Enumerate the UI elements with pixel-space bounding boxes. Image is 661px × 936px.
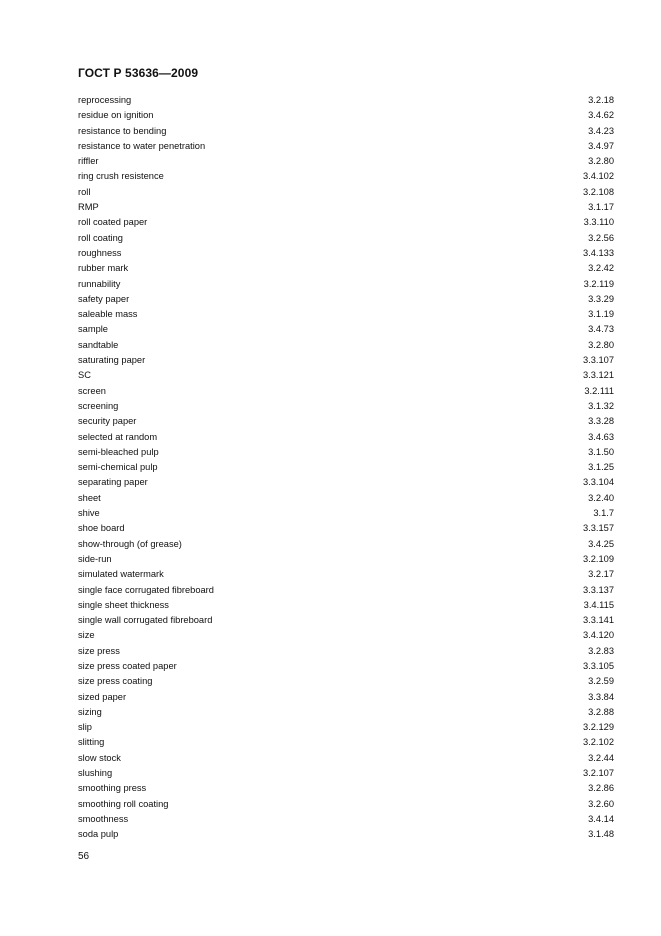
index-reference: 3.4.97 xyxy=(588,140,614,151)
index-entry xyxy=(78,506,614,521)
index-reference: 3.2.59 xyxy=(588,676,614,687)
index-reference: 3.2.17 xyxy=(588,569,614,580)
index-term: roughness xyxy=(78,247,122,258)
index-reference: 3.1.50 xyxy=(588,446,614,457)
index-term: saleable mass xyxy=(78,309,138,320)
index-entry xyxy=(78,246,614,261)
index-entry xyxy=(78,430,614,445)
index-term: runnability xyxy=(78,278,121,289)
index-term: slow stock xyxy=(78,752,121,763)
index-reference: 3.4.23 xyxy=(588,125,614,136)
index-reference: 3.2.60 xyxy=(588,798,614,809)
index-entry xyxy=(78,460,614,475)
index-term: semi-bleached pulp xyxy=(78,446,159,457)
index-reference: 3.4.102 xyxy=(582,171,614,182)
index-term: simulated watermark xyxy=(78,569,164,580)
index-entry xyxy=(78,124,614,139)
index-entry xyxy=(78,445,614,460)
index-term: safety paper xyxy=(78,293,130,304)
index-entry xyxy=(78,353,614,368)
index-reference: 3.4.14 xyxy=(588,813,614,824)
index-term: roll xyxy=(78,186,91,197)
index-reference: 3.4.63 xyxy=(588,431,614,442)
index-entry xyxy=(78,797,614,812)
term-index-list xyxy=(78,93,614,843)
index-reference: 3.4.62 xyxy=(588,110,614,121)
index-reference: 3.3.137 xyxy=(582,584,614,595)
index-term: separating paper xyxy=(78,477,148,488)
index-reference: 3.1.48 xyxy=(588,829,614,840)
index-entry xyxy=(78,751,614,766)
index-entry xyxy=(78,491,614,506)
index-term: sheet xyxy=(78,492,101,503)
index-reference: 3.2.80 xyxy=(588,339,614,350)
index-term: single sheet thickness xyxy=(78,599,169,610)
index-reference: 3.2.44 xyxy=(588,752,614,763)
index-entry xyxy=(78,292,614,307)
index-reference: 3.2.129 xyxy=(582,722,614,733)
index-entry xyxy=(78,169,614,184)
index-entry xyxy=(78,368,614,383)
document-header xyxy=(78,66,198,80)
index-entry xyxy=(78,322,614,337)
index-entry xyxy=(78,277,614,292)
index-term: semi-chemical pulp xyxy=(78,462,158,473)
index-reference: 3.2.109 xyxy=(582,553,614,564)
index-term: slip xyxy=(78,722,92,733)
index-term: soda pulp xyxy=(78,829,119,840)
index-term: security paper xyxy=(78,416,137,427)
index-reference: 3.2.86 xyxy=(588,783,614,794)
index-reference: 3.3.28 xyxy=(588,416,614,427)
index-entry xyxy=(78,613,614,628)
index-term: screening xyxy=(78,400,119,411)
index-term: smoothness xyxy=(78,813,129,824)
index-reference: 3.2.40 xyxy=(588,492,614,503)
index-reference: 3.3.110 xyxy=(583,217,614,228)
index-reference: 3.2.80 xyxy=(588,156,614,167)
index-reference: 3.3.105 xyxy=(582,660,614,671)
index-reference: 3.4.25 xyxy=(588,538,614,549)
index-term: resistance to water penetration xyxy=(78,140,206,151)
index-term: shive xyxy=(78,508,100,519)
index-term: size xyxy=(78,630,95,641)
index-reference: 3.1.32 xyxy=(588,400,614,411)
index-term: sizing xyxy=(78,706,102,717)
index-reference: 3.4.120 xyxy=(582,630,614,641)
index-entry xyxy=(78,93,614,108)
index-reference: 3.1.7 xyxy=(593,508,614,519)
index-term: RMP xyxy=(78,202,99,213)
index-term: slitting xyxy=(78,737,105,748)
index-reference: 3.4.133 xyxy=(582,247,614,258)
index-entry xyxy=(78,338,614,353)
index-reference: 3.3.84 xyxy=(588,691,614,702)
index-entry xyxy=(78,414,614,429)
index-term: sized paper xyxy=(78,691,127,702)
index-entry xyxy=(78,690,614,705)
index-reference: 3.2.42 xyxy=(588,263,614,274)
index-entry xyxy=(78,583,614,598)
index-reference: 3.2.107 xyxy=(582,768,614,779)
index-reference: 3.3.141 xyxy=(582,615,614,626)
index-term: size press coating xyxy=(78,676,153,687)
index-term: resistance to bending xyxy=(78,125,167,136)
index-reference: 3.1.19 xyxy=(588,309,614,320)
standard-title: ГОСТ Р 53636—2009 xyxy=(78,66,199,80)
index-reference: 3.3.157 xyxy=(582,523,614,534)
index-reference: 3.2.83 xyxy=(588,645,614,656)
index-term: side-run xyxy=(78,553,112,564)
page-number: 56 xyxy=(78,851,90,862)
index-entry xyxy=(78,521,614,536)
index-reference: 3.2.119 xyxy=(583,278,614,289)
index-entry xyxy=(78,674,614,689)
index-term: saturating paper xyxy=(78,355,146,366)
index-entry xyxy=(78,766,614,781)
index-entry xyxy=(78,705,614,720)
index-term: SC xyxy=(78,370,91,381)
index-entry xyxy=(78,644,614,659)
index-term: shoe board xyxy=(78,523,125,534)
index-term: rubber mark xyxy=(78,263,129,274)
index-reference: 3.3.107 xyxy=(582,355,614,366)
index-term: sandtable xyxy=(78,339,119,350)
index-entry xyxy=(78,567,614,582)
index-term: slushing xyxy=(78,768,113,779)
index-reference: 3.2.108 xyxy=(582,186,614,197)
index-term: size press coated paper xyxy=(78,660,177,671)
index-term: smoothing roll coating xyxy=(78,798,169,809)
index-reference: 3.2.56 xyxy=(588,232,614,243)
index-entry xyxy=(78,399,614,414)
index-entry xyxy=(78,475,614,490)
index-entry xyxy=(78,812,614,827)
index-term: roll coated paper xyxy=(78,217,148,228)
index-reference: 3.2.111 xyxy=(584,385,614,396)
index-term: residue on ignition xyxy=(78,110,154,121)
index-entry xyxy=(78,307,614,322)
index-entry xyxy=(78,200,614,215)
index-entry xyxy=(78,185,614,200)
index-entry xyxy=(78,552,614,567)
index-entry xyxy=(78,735,614,750)
index-entry xyxy=(78,154,614,169)
index-entry xyxy=(78,827,614,842)
index-entry xyxy=(78,720,614,735)
index-entry xyxy=(78,781,614,796)
index-entry xyxy=(78,659,614,674)
index-term: reprocessing xyxy=(78,95,132,105)
index-term: single wall corrugated fibreboard xyxy=(78,615,213,626)
index-term: selected at random xyxy=(78,431,158,442)
index-entry xyxy=(78,628,614,643)
index-term: show-through (of grease) xyxy=(78,538,182,549)
index-entry xyxy=(78,384,614,399)
index-reference: 3.2.102 xyxy=(582,737,614,748)
index-reference: 3.3.29 xyxy=(588,293,614,304)
index-entry xyxy=(78,139,614,154)
index-term: ring crush resistence xyxy=(78,171,164,182)
index-term: roll coating xyxy=(78,232,123,243)
index-reference: 3.2.18 xyxy=(588,95,614,105)
index-reference: 3.3.104 xyxy=(582,477,614,488)
index-reference: 3.4.115 xyxy=(583,599,614,610)
index-reference: 3.1.25 xyxy=(588,462,614,473)
index-entry xyxy=(78,598,614,613)
index-term: smoothing press xyxy=(78,783,147,794)
index-entry xyxy=(78,215,614,230)
index-entry xyxy=(78,231,614,246)
index-term: sample xyxy=(78,324,108,335)
index-term: screen xyxy=(78,385,106,396)
index-term: size press xyxy=(78,645,120,656)
index-reference: 3.1.17 xyxy=(588,202,614,213)
index-entry xyxy=(78,108,614,123)
index-reference: 3.2.88 xyxy=(588,706,614,717)
index-entry xyxy=(78,261,614,276)
index-term: riffler xyxy=(78,156,99,167)
index-term: single face corrugated fibreboard xyxy=(78,584,214,595)
index-reference: 3.3.121 xyxy=(582,370,614,381)
index-reference: 3.4.73 xyxy=(588,324,614,335)
index-entry xyxy=(78,537,614,552)
